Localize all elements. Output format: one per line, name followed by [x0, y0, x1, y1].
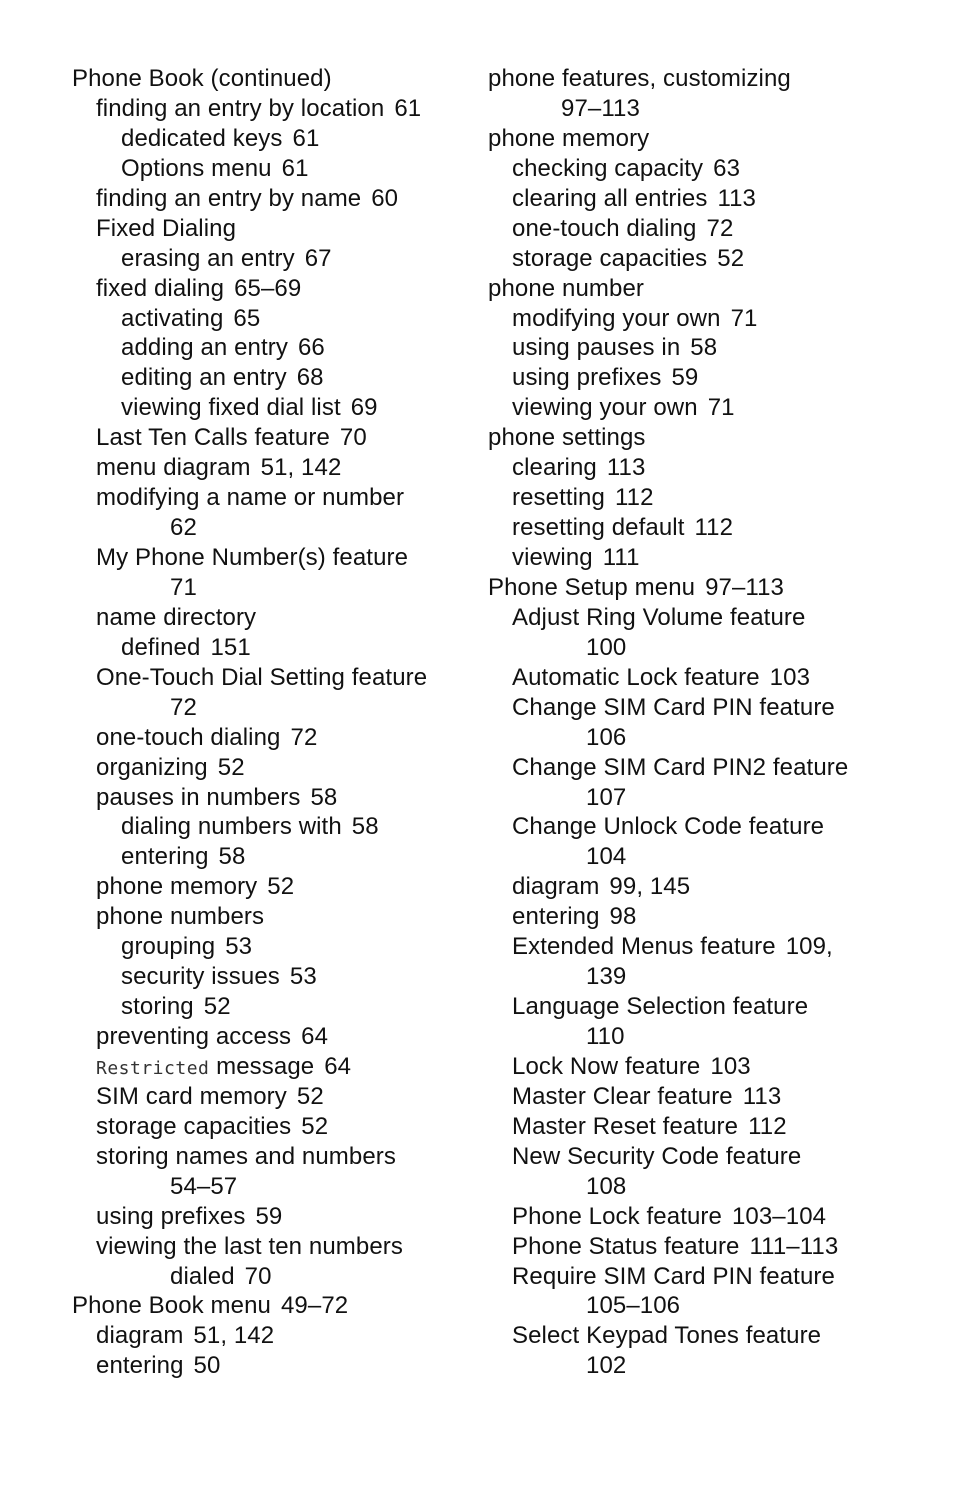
index-entry [488, 1202, 888, 1232]
index-entry-term: grouping [121, 933, 216, 961]
index-entry-continuation [488, 723, 888, 753]
index-entry [72, 1112, 512, 1142]
index-entry [488, 693, 888, 723]
index-entry-term: storing [121, 993, 194, 1021]
index-entry-term: 106 [586, 723, 627, 751]
index-entry [72, 1052, 512, 1082]
index-entry-pages: 112 [694, 514, 734, 542]
index-entry-pages: 70 [244, 1262, 272, 1290]
index-entry-term: modifying your own [512, 304, 721, 332]
index-entry-pages: 60 [371, 184, 399, 212]
index-entry [488, 543, 888, 573]
index-entry-term: Select Keypad Tones feature [512, 1322, 822, 1350]
index-entry-pages: 51, 142 [193, 1322, 275, 1350]
index-entry-term: storage capacities [512, 244, 708, 272]
index-entry-term: 97–113 [561, 94, 640, 122]
index-entry [488, 483, 888, 513]
index-entry-pages: 64 [324, 1052, 352, 1080]
index-entry [488, 1262, 888, 1292]
index-entry [72, 842, 512, 872]
index-entry [488, 304, 888, 334]
index-entry-continuation [488, 842, 888, 872]
index-entry [488, 363, 888, 393]
index-entry-term: entering [96, 1352, 184, 1380]
index-entry-term: Master Clear feature [512, 1082, 733, 1110]
index-entry-pages: 65–69 [234, 274, 302, 302]
index-entry [488, 274, 888, 304]
index-entry-pages: 70 [339, 424, 367, 452]
index-entry [488, 663, 888, 693]
index-entry [488, 453, 888, 483]
index-entry-term: erasing an entry [121, 244, 295, 272]
index-entry-pages: 61 [281, 154, 309, 182]
index-entry [72, 603, 512, 633]
index-entry [72, 214, 512, 244]
index-entry-term: Phone Status feature [512, 1232, 740, 1260]
index-entry-term: using prefixes [512, 364, 662, 392]
index-entry-pages: 111 [602, 544, 640, 571]
index-entry [488, 992, 888, 1022]
index-entry-term: 102 [586, 1352, 627, 1380]
index-entry [72, 304, 512, 334]
index-entry [72, 633, 512, 663]
index-entry-term: modifying a name or number [96, 484, 405, 512]
index-entry [72, 154, 512, 184]
index-entry-term: using pauses in [512, 334, 681, 362]
index-entry [72, 483, 512, 513]
index-entry-pages: 97–113 [705, 573, 784, 601]
index-entry [72, 393, 512, 423]
index-entry-pages: 66 [297, 334, 325, 362]
index-entry-term: Require SIM Card PIN feature [512, 1262, 835, 1290]
index-entry-term: finding an entry by location [96, 94, 385, 122]
index-entry-pages: 68 [296, 364, 324, 392]
index-entry-term: one-touch dialing [96, 723, 281, 751]
index-entry-pages: 52 [301, 1112, 329, 1140]
index-entry [488, 603, 888, 633]
index-entry [488, 1112, 888, 1142]
index-entry [488, 872, 888, 902]
index-entry-continuation [488, 962, 888, 992]
index-entry [72, 64, 512, 94]
index-entry-continuation [72, 513, 512, 543]
index-entry [488, 124, 888, 154]
index-entry [72, 423, 512, 453]
index-entry-term: finding an entry by name [96, 184, 362, 212]
index-entry-term: message [209, 1052, 315, 1080]
index-entry-term: clearing all entries [512, 184, 708, 212]
index-entry-pages: 69 [350, 394, 378, 422]
index-entry-term: phone memory [96, 873, 258, 901]
index-entry-pages: 151 [210, 633, 251, 661]
index-entry-term: Master Reset feature [512, 1112, 739, 1140]
index-entry-pages: 49–72 [280, 1292, 349, 1320]
index-entry-pages: 112 [614, 484, 654, 512]
index-entry-term: Extended Menus feature [512, 933, 776, 961]
index-entry [72, 1232, 512, 1262]
index-entry-term: phone memory [488, 124, 650, 152]
index-entry [488, 333, 888, 363]
index-entry [72, 124, 512, 154]
index-entry-term: Phone Book menu [72, 1292, 271, 1320]
index-entry [72, 992, 512, 1022]
index-entry [488, 1321, 888, 1351]
index-entry-term: menu diagram [96, 454, 251, 482]
index-entry-term: Language Selection feature [512, 993, 809, 1021]
index-entry [72, 1351, 512, 1381]
index-entry-term: security issues [121, 963, 280, 991]
index-entry [72, 1291, 512, 1321]
index-entry-continuation [488, 1291, 888, 1321]
index-entry [72, 783, 512, 813]
index-entry-term: storage capacities [96, 1112, 292, 1140]
index-entry [488, 513, 888, 543]
index-entry-term: dedicated keys [121, 124, 283, 152]
index-column-right [488, 64, 888, 1381]
index-entry-continuation [72, 1262, 512, 1292]
index-entry [488, 214, 888, 244]
index-entry [72, 543, 512, 573]
index-entry-term: resetting default [512, 514, 685, 542]
index-entry-term: 107 [586, 783, 627, 811]
index-entry-pages: 103–104 [731, 1202, 827, 1230]
index-entry-pages: 72 [706, 214, 734, 242]
index-entry-pages: 59 [671, 364, 699, 392]
index-entry [488, 1052, 888, 1082]
index-entry-term: diagram [512, 873, 600, 901]
index-entry [72, 753, 512, 783]
index-entry [72, 363, 512, 393]
index-entry-term: 139 [586, 963, 627, 991]
index-entry-term: diagram [96, 1322, 184, 1350]
index-entry-term: viewing the last ten numbers [96, 1232, 403, 1260]
index-entry-term: checking capacity [512, 154, 704, 182]
index-entry-pages: 58 [690, 334, 718, 362]
index-entry-term: editing an entry [121, 364, 287, 392]
index-entry-term: phone features, customizing [488, 65, 791, 92]
index-entry-continuation [72, 1172, 512, 1202]
index-entry-term: organizing [96, 753, 208, 781]
index-entry-term: pauses in numbers [96, 783, 301, 811]
index-entry [488, 1082, 888, 1112]
index-entry [72, 723, 512, 753]
index-entry [72, 1022, 512, 1052]
index-entry-term: phone number [488, 274, 644, 302]
index-entry-pages: 71 [730, 304, 758, 332]
index-entry [488, 902, 888, 932]
index-entry-pages: 113 [717, 184, 756, 212]
index-entry-term: name directory [96, 603, 257, 631]
index-entry [72, 1082, 512, 1112]
index-entry [488, 573, 888, 603]
index-entry-term: using prefixes [96, 1202, 246, 1230]
index-entry-term: 62 [170, 514, 197, 542]
index-entry-term: Automatic Lock feature [512, 663, 760, 691]
index-entry-continuation [488, 1172, 888, 1202]
index-entry-term: 54–57 [170, 1172, 238, 1200]
index-entry-term: Change SIM Card PIN feature [512, 693, 835, 721]
index-entry-pages: 72 [290, 723, 318, 751]
index-entry-term: viewing [512, 544, 593, 571]
index-entry [72, 1142, 512, 1172]
index-entry-continuation [72, 573, 512, 603]
index-entry-term: clearing [512, 454, 597, 482]
index-entry-term: Phone Book (continued) [72, 65, 332, 92]
index-entry [488, 1142, 888, 1172]
index-entry-term: entering [512, 903, 600, 931]
index-entry-pages: 98 [609, 903, 637, 931]
index-entry [488, 184, 888, 214]
index-entry-pages: 65 [233, 304, 261, 332]
index-entry [488, 812, 888, 842]
index-entry-term: 108 [586, 1172, 627, 1200]
index-entry [488, 393, 888, 423]
index-entry [72, 244, 512, 274]
index-entry-pages: 50 [193, 1352, 221, 1380]
index-entry-term: resetting [512, 484, 605, 512]
index-column-left [72, 64, 512, 1381]
index-entry [488, 64, 888, 94]
index-entry [72, 932, 512, 962]
index-entry-pages: 67 [304, 244, 332, 272]
index-entry-term: 72 [170, 693, 197, 721]
index-entry-term: Adjust Ring Volume feature [512, 603, 806, 631]
index-entry-term: viewing fixed dial list [121, 394, 341, 422]
index-entry [72, 184, 512, 214]
index-entry-term: 104 [586, 843, 627, 871]
index-entry-pages: 58 [310, 783, 338, 811]
index-entry-display-text: Restricted [96, 1057, 210, 1079]
index-entry-term: 110 [586, 1023, 625, 1050]
index-entry-term: defined [121, 633, 201, 661]
index-entry-pages: 52 [296, 1082, 324, 1110]
index-entry-pages: 63 [713, 154, 741, 182]
index-entry-pages: 59 [255, 1202, 283, 1230]
index-entry-pages: 109, [785, 933, 833, 961]
index-entry-pages: 113 [742, 1082, 782, 1110]
index-entry-continuation [488, 1022, 888, 1052]
index-entry [488, 244, 888, 274]
index-entry-term: One-Touch Dial Setting feature [96, 663, 428, 691]
index-entry-continuation [488, 94, 888, 124]
index-entry-term: phone settings [488, 424, 646, 452]
index-entry-term: storing names and numbers [96, 1142, 396, 1170]
index-entry-pages: 52 [267, 873, 295, 901]
index-entry-term: adding an entry [121, 334, 288, 362]
index-entry-continuation [72, 693, 512, 723]
index-entry-term: viewing your own [512, 394, 698, 422]
index-entry-term: Phone Lock feature [512, 1202, 722, 1230]
index-entry-term: activating [121, 304, 224, 332]
index-entry-pages: 52 [717, 244, 745, 272]
index-entry-term: dialing numbers with [121, 813, 342, 841]
index-entry [72, 902, 512, 932]
index-entry-continuation [488, 783, 888, 813]
index-entry-term: 71 [170, 573, 197, 601]
index-entry-term: My Phone Number(s) feature [96, 544, 409, 571]
index-entry [72, 1202, 512, 1232]
index-entry-term: Last Ten Calls feature [96, 424, 330, 452]
index-entry-continuation [488, 633, 888, 663]
index-entry [488, 423, 888, 453]
index-entry-pages: 61 [292, 124, 320, 152]
index-entry [72, 453, 512, 483]
index-entry-continuation [488, 1351, 888, 1381]
index-entry [488, 932, 888, 962]
index-entry-term: New Security Code feature [512, 1142, 802, 1170]
index-entry [72, 1321, 512, 1351]
index-entry-term: 100 [586, 633, 627, 661]
index-entry-term: SIM card memory [96, 1082, 287, 1110]
index-entry-pages: 111–113 [749, 1232, 839, 1260]
index-entry-term: 105–106 [586, 1292, 681, 1320]
index-entry [488, 1232, 888, 1262]
index-entry-pages: 58 [218, 843, 246, 871]
index-entry-pages: 53 [289, 963, 317, 991]
index-entry-pages: 52 [203, 993, 231, 1021]
index-entry-term: Fixed Dialing [96, 214, 237, 242]
index-entry-pages: 58 [351, 813, 379, 841]
index-entry-term: preventing access [96, 1023, 292, 1050]
index-entry-pages: 112 [748, 1112, 787, 1140]
index-entry-pages: 103 [769, 663, 811, 691]
index-entry [72, 663, 512, 693]
index-entry-pages: 99, 145 [609, 873, 691, 901]
index-entry-term: Change SIM Card PIN2 feature [512, 753, 849, 781]
index-entry [72, 333, 512, 363]
index-entry-pages: 103 [710, 1052, 751, 1080]
index-entry-term: Options menu [121, 154, 272, 182]
index-entry-term: Change Unlock Code feature [512, 813, 825, 841]
index-entry-pages: 52 [217, 753, 245, 781]
index-entry-term: Lock Now feature [512, 1052, 701, 1080]
index-entry-pages: 64 [301, 1023, 329, 1050]
index-entry-pages: 53 [225, 933, 253, 961]
index-entry-pages: 51, 142 [260, 454, 342, 482]
index-entry [72, 274, 512, 304]
index-entry-pages: 71 [707, 394, 735, 422]
index-entry-pages: 113 [606, 454, 646, 482]
index-entry [488, 753, 888, 783]
index-entry [72, 94, 512, 124]
index-entry [488, 154, 888, 184]
index-entry [72, 872, 512, 902]
index-entry-term: fixed dialing [96, 274, 225, 302]
index-entry-pages: 61 [394, 94, 422, 122]
index-entry [72, 962, 512, 992]
index-entry-term: dialed [170, 1262, 235, 1290]
index-entry-term: phone numbers [96, 903, 265, 931]
index-entry-term: entering [121, 843, 209, 871]
index-entry-term: one-touch dialing [512, 214, 697, 242]
index-entry [72, 812, 512, 842]
index-entry-term: Phone Setup menu [488, 573, 696, 601]
